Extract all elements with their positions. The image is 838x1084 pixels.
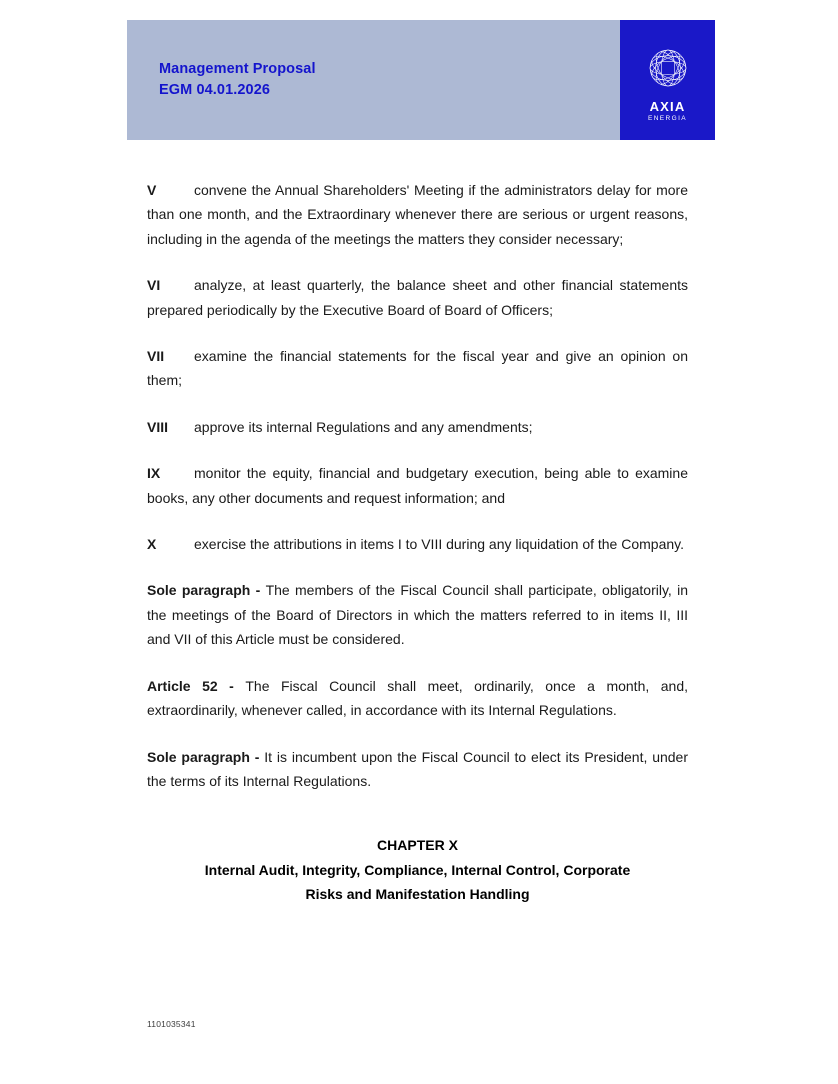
clause-text: monitor the equity, financial and budgetary execution, being able to examine books, any other documents and request information; and [147, 465, 688, 506]
clause-item [147, 461, 688, 510]
paragraph-block [147, 674, 688, 723]
chapter-title: CHAPTER X [377, 837, 458, 854]
document-body [147, 178, 688, 907]
clause-item [147, 532, 688, 556]
paragraph-lead: Article 52 - [147, 677, 246, 694]
header-title: Management Proposal [159, 60, 316, 77]
paragraph-lead: Sole paragraph - [147, 748, 265, 765]
clause-number: VII [147, 348, 165, 365]
paragraph-text: It is incumbent upon the Fiscal Council to elect its President, under the terms of its Internal Regulations. [147, 748, 689, 789]
document-code: 1101035341 [147, 1019, 196, 1029]
paragraph-lead: Sole paragraph - [147, 582, 266, 599]
logo-wordmark: AXIA [649, 98, 686, 114]
header-banner [127, 20, 620, 140]
clause-text: convene the Annual Shareholders' Meeting if the administrators delay for more than one month, and the Extraordinary whenever there are serious or urgent reasons, including in the agenda of the meetings the matters they consider necessary; [147, 182, 688, 247]
clause-text: approve its internal Regulations and any amendments; [194, 418, 533, 435]
paragraph-block [147, 578, 688, 651]
chapter-heading [147, 833, 688, 906]
paragraph-block [147, 745, 688, 794]
clause-text: examine the financial statements for the fiscal year and give an opinion on them; [147, 348, 688, 389]
chapter-subtitle: Internal Audit, Integrity, Compliance, Internal Control, Corporate Risks and Manifestation Handling [204, 861, 631, 903]
header-subtitle: EGM 04.01.2026 [159, 82, 271, 98]
globe-icon [640, 40, 696, 96]
paragraph-text: The members of the Fiscal Council shall participate, obligatorily, in the meetings of the Board of Directors in which the matters referred to in items II, III and VII of this Article must be considered. [147, 582, 689, 648]
clause-text: exercise the attributions in items I to VIII during any liquidation of the Company. [194, 536, 684, 553]
clause-item [147, 415, 688, 439]
clause-number: X [147, 536, 157, 553]
clause-item [147, 178, 688, 251]
company-logo [620, 20, 715, 140]
clause-item [147, 273, 688, 322]
clause-item [147, 344, 688, 393]
clause-text: analyze, at least quarterly, the balance sheet and other financial statements prepared periodically by the Executive Board of Board of Officers; [147, 277, 688, 318]
logo-tagline: ENERGIA [647, 114, 688, 122]
clause-number: V [147, 182, 157, 198]
clause-number: VIII [147, 418, 169, 435]
paragraph-text: The Fiscal Council shall meet, ordinarily, once a month, and, extraordinarily, whenever called, in accordance with its Internal Regulations. [147, 677, 689, 719]
clause-number: VI [147, 277, 161, 294]
document-header [127, 20, 715, 140]
clause-number: IX [147, 465, 161, 482]
